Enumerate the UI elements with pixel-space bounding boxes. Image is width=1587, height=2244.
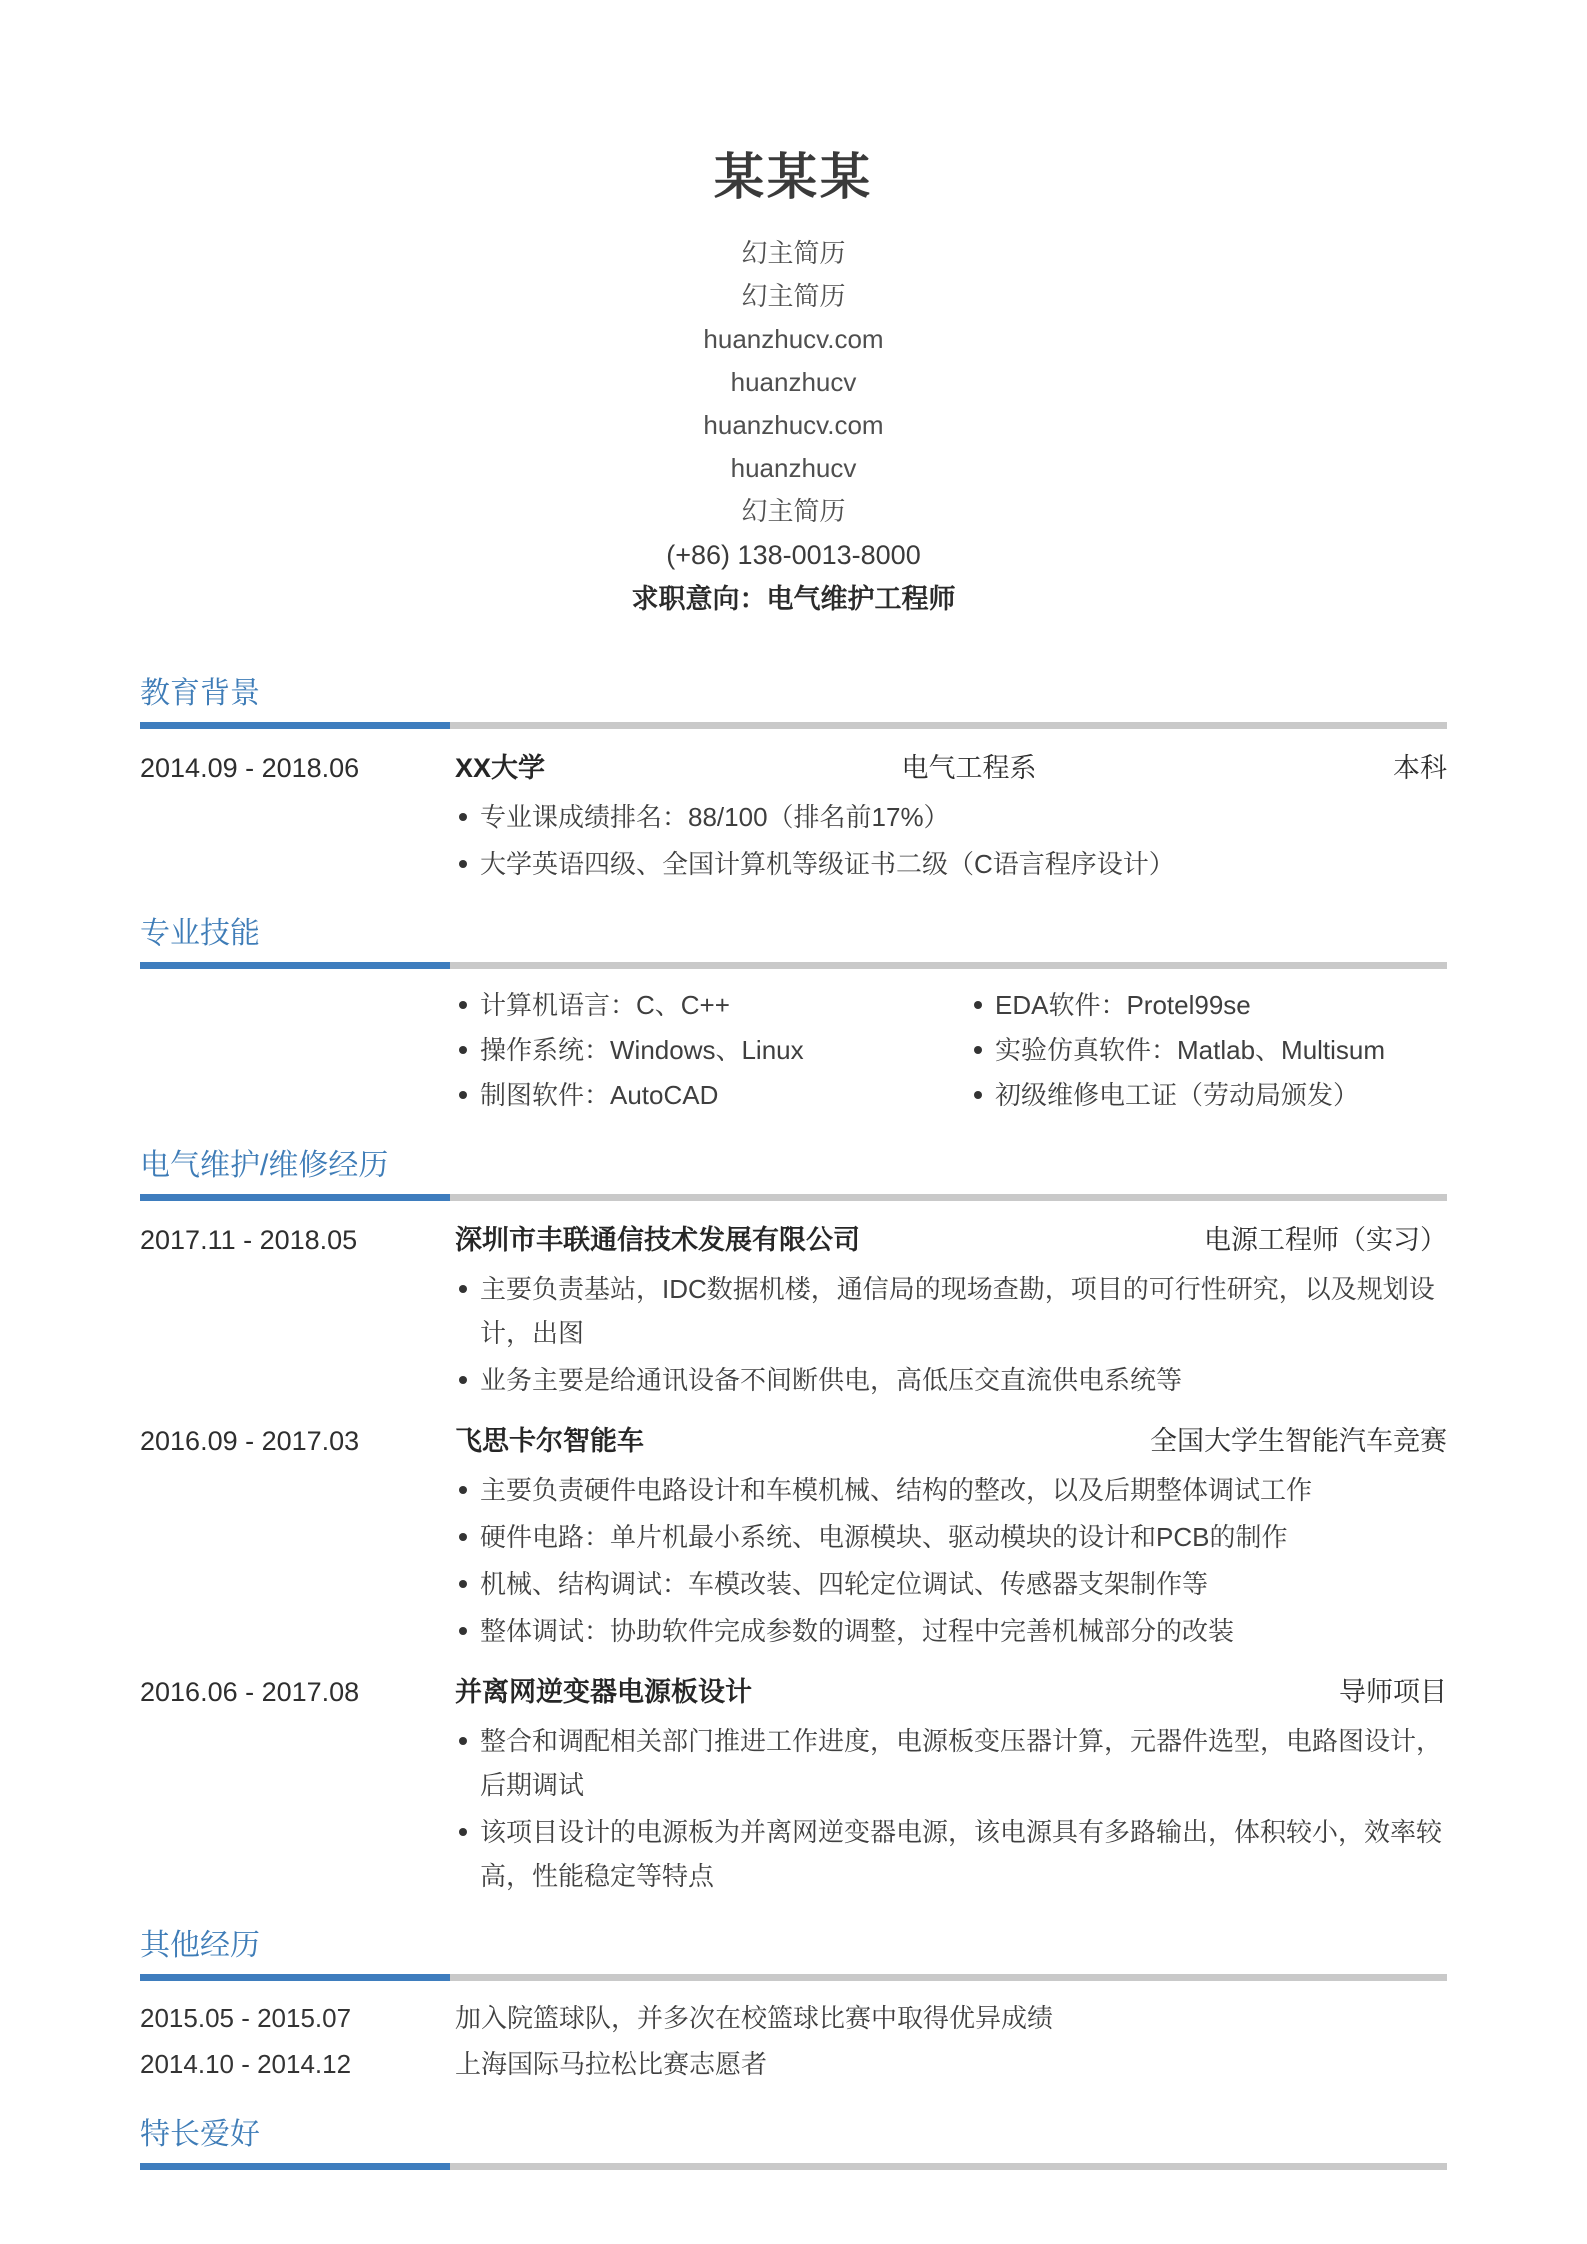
- divider-accent: [140, 962, 450, 969]
- bullet-item: 硬件电路：单片机最小系统、电源模块、驱动模块的设计和PCB的制作: [455, 1515, 1447, 1559]
- role-title: 电源工程师（实习）: [1204, 1225, 1447, 1255]
- section-hobbies: [140, 2119, 1447, 2170]
- other-row: [140, 1995, 1447, 2041]
- skill-item: 制图软件：AutoCAD: [455, 1073, 970, 1117]
- section-education: [140, 678, 1447, 886]
- candidate-name: 某某某: [714, 149, 873, 205]
- experience-bullets: [455, 1267, 1447, 1402]
- bullet-item: 业务主要是给通讯设备不间断供电，高低压交直流供电系统等: [455, 1358, 1447, 1402]
- contact-line: 幻主简历: [741, 496, 846, 526]
- section-title-other: 其他经历: [140, 1929, 260, 1962]
- divider-accent: [140, 1194, 450, 1201]
- other-text: 上海国际马拉松比赛志愿者: [455, 2049, 768, 2079]
- section-divider: [140, 722, 1447, 729]
- experience-bullets: [455, 1719, 1447, 1898]
- section-other: [140, 1930, 1447, 2087]
- bullet-item: 大学英语四级、全国计算机等级证书二级（C语言程序设计）: [455, 842, 1447, 886]
- skill-item: 初级维修电工证（劳动局颁发）: [970, 1073, 1447, 1117]
- section-divider: [140, 1194, 1447, 1201]
- education-entry-head: [140, 751, 1447, 785]
- bullet-item: 整体调试：协助软件完成参数的调整，过程中完善机械部分的改装: [455, 1609, 1447, 1653]
- education-date: 2014.09 - 2018.06: [140, 753, 360, 783]
- phone-number: (+86) 138-0013-8000: [666, 540, 921, 570]
- contact-line-handle: huanzhucv: [730, 367, 857, 397]
- section-title-experience: 电气维护/维修经历: [140, 1149, 389, 1182]
- role-title: 全国大学生智能汽车竞赛: [1150, 1426, 1447, 1456]
- bullet-item: 专业课成绩排名：88/100（排名前17%）: [455, 795, 1447, 839]
- department-name: 电气工程系: [901, 753, 1037, 783]
- bullet-item: 主要负责基站，IDC数据机楼，通信局的现场查勘，项目的可行性研究，以及规划设计，出图: [455, 1267, 1447, 1355]
- other-text: 加入院篮球队，并多次在校篮球比赛中取得优异成绩: [455, 2003, 1054, 2033]
- company-name: 深圳市丰联通信技术发展有限公司: [455, 1225, 860, 1255]
- education-bullets: [455, 795, 1447, 886]
- skills-grid: [455, 983, 1447, 1118]
- school-name: XX大学: [455, 753, 546, 783]
- contact-line-website: huanzhucv.com: [703, 410, 884, 440]
- experience-entry-head: [140, 1424, 1447, 1458]
- contact-line: 幻主简历: [741, 238, 846, 268]
- other-rows: [140, 1995, 1447, 2087]
- divider-accent: [140, 722, 450, 729]
- experience-entry-head: [140, 1223, 1447, 1257]
- bullet-item: 该项目设计的电源板为并离网逆变器电源，该电源具有多路输出，体积较小，效率较高，性能稳定等特点: [455, 1810, 1447, 1898]
- other-row: [140, 2041, 1447, 2087]
- contact-line-website: huanzhucv.com: [703, 324, 884, 354]
- skill-item: 实验仿真软件：Matlab、Multisum: [970, 1028, 1447, 1072]
- bullet-item: 主要负责硬件电路设计和车模机械、结构的整改，以及后期整体调试工作: [455, 1468, 1447, 1512]
- skill-item: EDA软件：Protel99se: [970, 983, 1447, 1027]
- skill-item: 操作系统：Windows、Linux: [455, 1028, 970, 1072]
- section-divider: [140, 1974, 1447, 1981]
- bullet-item: 整合和调配相关部门推进工作进度，电源板变压器计算，元器件选型，电路图设计，后期调试: [455, 1719, 1447, 1807]
- role-title: 导师项目: [1339, 1677, 1447, 1707]
- experience-entry-head: [140, 1675, 1447, 1709]
- experience-date: 2017.11 - 2018.05: [140, 1225, 358, 1255]
- contact-line: 幻主简历: [741, 281, 846, 311]
- experience-date: 2016.06 - 2017.08: [140, 1677, 360, 1707]
- section-experience: [140, 1150, 1447, 1898]
- section-title-skills: 专业技能: [140, 917, 260, 950]
- degree: 本科: [1393, 753, 1447, 783]
- divider-accent: [140, 1974, 450, 1981]
- other-date: 2014.10 - 2014.12: [140, 2049, 352, 2079]
- job-objective: 求职意向：电气维护工程师: [631, 584, 956, 614]
- section-title-hobbies: 特长爱好: [140, 2118, 260, 2151]
- experience-date: 2016.09 - 2017.03: [140, 1426, 360, 1456]
- section-divider: [140, 2163, 1447, 2170]
- section-title-education: 教育背景: [140, 677, 260, 710]
- contact-line-handle: huanzhucv: [730, 453, 857, 483]
- other-date: 2015.05 - 2015.07: [140, 2003, 352, 2033]
- bullet-item: 机械、结构调试：车模改装、四轮定位调试、传感器支架制作等: [455, 1562, 1447, 1606]
- project-name: 并离网逆变器电源板设计: [455, 1677, 752, 1707]
- divider-accent: [140, 2163, 450, 2170]
- skill-item: 计算机语言：C、C++: [455, 983, 970, 1027]
- resume-header: [140, 0, 1447, 622]
- section-skills: [140, 918, 1447, 1118]
- project-name: 飞思卡尔智能车: [455, 1426, 644, 1456]
- experience-bullets: [455, 1468, 1447, 1653]
- section-divider: [140, 962, 1447, 969]
